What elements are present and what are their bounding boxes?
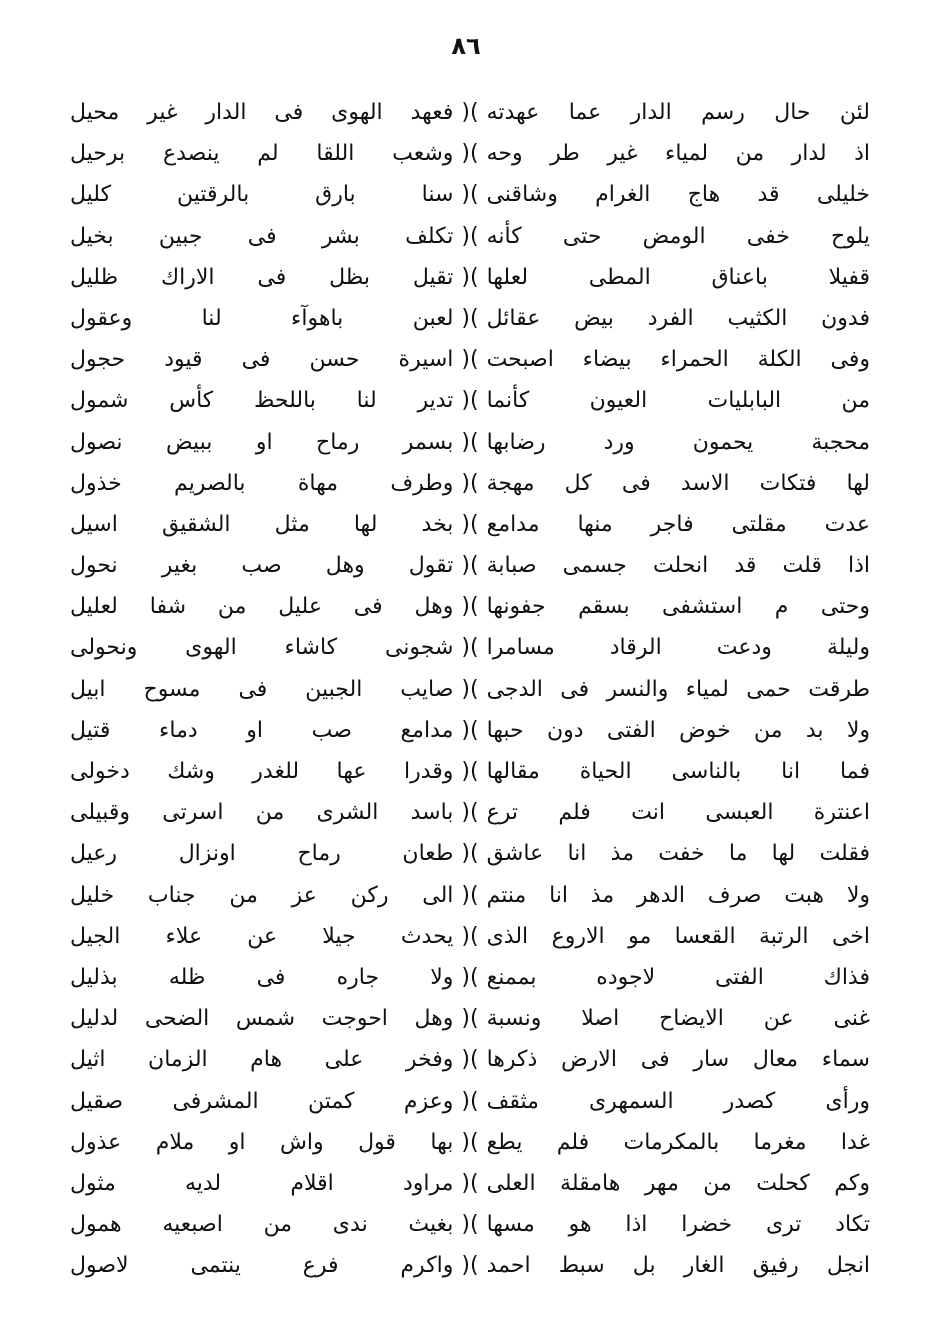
verse-line	[70, 998, 870, 1039]
second-hemistich: باسد الشرى من اسرتى وقبيلى	[69, 800, 454, 826]
first-hemistich: تكاد ترى خضرا اذا هو مسها	[486, 1212, 870, 1238]
hemistich-separator: )(	[461, 923, 479, 949]
verse-line	[70, 586, 870, 627]
hemistich-separator: )(	[461, 264, 479, 290]
second-hemistich: تكلف بشر فى جبين بخيل	[69, 223, 454, 249]
second-hemistich: بغيث ندى من اصبعيه همول	[69, 1212, 454, 1238]
second-hemistich: وطرف مهاة بالصريم خذول	[69, 470, 454, 496]
verse-line	[70, 1163, 870, 1204]
second-hemistich: وفخر على هام الزمان اثيل	[69, 1047, 454, 1073]
first-hemistich: انجل رفيق الغار بل سبط احمد	[486, 1253, 870, 1279]
first-hemistich: محجبة يحمون ورد رضابها	[486, 429, 870, 455]
second-hemistich: وشعب اللقا لم ينصدع برحيل	[69, 141, 454, 167]
first-hemistich: فذاك الفتى لاجوده بممنع	[486, 964, 870, 990]
first-hemistich: ولا هبت صرف الدهر مذ انا منتم	[486, 882, 870, 908]
verse-line	[70, 216, 870, 257]
first-hemistich: وحتى م استشفى بسقم جفونها	[486, 594, 870, 620]
second-hemistich: اسيرة حسن فى قيود حجول	[69, 347, 454, 373]
first-hemistich: لئن حال رسم الدار عما عهدته	[486, 100, 870, 125]
second-hemistich: بها قول واش او ملام عذول	[69, 1129, 454, 1155]
hemistich-separator: )(	[461, 1088, 479, 1114]
verse-line	[70, 792, 870, 833]
second-hemistich: الى ركن عز من جناب خليل	[69, 882, 454, 908]
verse-line	[70, 339, 870, 380]
verse-line	[70, 1245, 870, 1286]
second-hemistich: ولا جاره فى ظله بذليل	[69, 964, 454, 990]
first-hemistich: وفى الكلة الحمراء بيضاء اصبحت	[486, 347, 870, 373]
hemistich-separator: )(	[461, 470, 479, 496]
verse-line	[70, 545, 870, 586]
verse-line	[70, 1204, 870, 1245]
first-hemistich: يلوح خفى الومض حتى كأنه	[486, 223, 870, 249]
first-hemistich: من البابليات العيون كأنما	[486, 388, 870, 414]
hemistich-separator: )(	[461, 964, 479, 990]
first-hemistich: فدون الكثيب الفرد بيض عقائل	[486, 305, 870, 331]
hemistich-separator: )(	[461, 1006, 479, 1032]
second-hemistich: تقول وهل صب بغير نحول	[69, 553, 454, 579]
second-hemistich: بسمر رماح او ببيض نصول	[69, 429, 454, 455]
first-hemistich: غدا مغرما بالمكرمات فلم يطع	[486, 1129, 870, 1155]
page-number: ٨٦	[451, 32, 481, 60]
first-hemistich: ولا بد من خوض الفتى دون حبها	[486, 717, 870, 743]
verse-line	[70, 916, 870, 957]
hemistich-separator: )(	[461, 511, 479, 537]
hemistich-separator: )(	[461, 800, 479, 826]
hemistich-separator: )(	[461, 759, 479, 784]
poem-body	[70, 92, 870, 1286]
first-hemistich: اعنترة العبسى انت فلم ترع	[486, 800, 870, 826]
verse-line	[70, 174, 870, 215]
verse-line	[70, 669, 870, 710]
hemistich-separator: )(	[461, 1212, 479, 1238]
hemistich-separator: )(	[461, 1129, 479, 1155]
first-hemistich: خليلى قد هاج الغرام وشاقنى	[486, 182, 870, 208]
second-hemistich: تقيل بظل فى الاراك ظليل	[69, 264, 454, 290]
first-hemistich: اخى الرتبة القعسا مو الاروع الذى	[486, 923, 870, 949]
hemistich-separator: )(	[461, 882, 479, 908]
verse-line	[70, 504, 870, 545]
verse-line	[70, 257, 870, 298]
hemistich-separator: )(	[461, 388, 479, 414]
hemistich-separator: )(	[461, 553, 479, 579]
first-hemistich: غنى عن الايضاح اصلا ونسبة	[486, 1006, 870, 1032]
verse-line	[70, 751, 870, 792]
first-hemistich: طرقت حمى لمياء والنسر فى الدجى	[486, 676, 870, 702]
second-hemistich: شجونى كاشاء الهوى ونحولى	[69, 635, 454, 661]
hemistich-separator: )(	[461, 1170, 479, 1196]
second-hemistich: وهل فى عليل من شفا لعليل	[69, 594, 454, 620]
verse-line	[70, 298, 870, 339]
first-hemistich: وليلة ودعت الرقاد مسامرا	[486, 635, 870, 661]
second-hemistich: طعان رماح اونزال رعيل	[69, 841, 454, 867]
verse-line	[70, 463, 870, 504]
second-hemistich: وقدرا عها للغدر وشك دخولى	[69, 759, 454, 784]
hemistich-separator: )(	[461, 100, 479, 125]
verse-line	[70, 1039, 870, 1080]
first-hemistich: وكم كحلت من مهر هامقلة العلى	[486, 1170, 870, 1196]
hemistich-separator: )(	[461, 1253, 479, 1279]
hemistich-separator: )(	[461, 1047, 479, 1073]
first-hemistich: ورأى كصدر السمهرى مثقف	[486, 1088, 870, 1114]
verse-line	[70, 92, 870, 133]
second-hemistich: مدامع صب او دماء قتيل	[69, 717, 454, 743]
first-hemistich: اذ لدار من لمياء غير طر وحه	[486, 141, 870, 167]
hemistich-separator: )(	[461, 841, 479, 867]
verse-line	[70, 422, 870, 463]
verse-line	[70, 380, 870, 421]
hemistich-separator: )(	[461, 635, 479, 661]
second-hemistich: تدير لنا باللحظ كأس شمول	[69, 388, 454, 414]
second-hemistich: وعزم كمتن المشرفى صقيل	[69, 1088, 454, 1114]
first-hemistich: فما انا بالناسى الحياة مقالها	[486, 759, 870, 784]
verse-line	[70, 833, 870, 874]
first-hemistich: سماء معال سار فى الارض ذكرها	[486, 1047, 870, 1073]
first-hemistich: عدت مقلتى فاجر منها مدامع	[486, 511, 870, 537]
hemistich-separator: )(	[461, 305, 479, 331]
verse-line	[70, 957, 870, 998]
verse-line	[70, 133, 870, 174]
second-hemistich: لعبن باهوآء لنا وعقول	[69, 305, 454, 331]
first-hemistich: فقلت لها ما خفت مذ انا عاشق	[486, 841, 870, 867]
verse-line	[70, 875, 870, 916]
second-hemistich: صايب الجبين فى مسوح ابيل	[69, 676, 454, 702]
second-hemistich: فعهد الهوى فى الدار غير محيل	[69, 100, 454, 125]
first-hemistich: اذا قلت قد انحلت جسمى صبابة	[486, 553, 870, 579]
hemistich-separator: )(	[461, 676, 479, 702]
second-hemistich: يحدث جيلا عن علاء الجيل	[69, 923, 454, 949]
hemistich-separator: )(	[461, 223, 479, 249]
verse-line	[70, 1081, 870, 1122]
hemistich-separator: )(	[461, 717, 479, 743]
hemistich-separator: )(	[461, 347, 479, 373]
verse-line	[70, 1122, 870, 1163]
first-hemistich: قفيلا باعناق المطى لعلها	[486, 264, 870, 290]
hemistich-separator: )(	[461, 182, 479, 208]
verse-line	[70, 627, 870, 668]
hemistich-separator: )(	[461, 429, 479, 455]
hemistich-separator: )(	[461, 141, 479, 167]
second-hemistich: بخد لها مثل الشقيق اسيل	[69, 511, 454, 537]
second-hemistich: مراود اقلام لديه مثول	[69, 1170, 454, 1196]
second-hemistich: واكرم فرع ينتمى لاصول	[69, 1253, 454, 1279]
first-hemistich: لها فتكات الاسد فى كل مهجة	[486, 470, 870, 496]
verse-line	[70, 710, 870, 751]
hemistich-separator: )(	[461, 594, 479, 620]
second-hemistich: وهل احوجت شمس الضحى لدليل	[69, 1006, 454, 1032]
second-hemistich: سنا بارق بالرقتين كليل	[69, 182, 454, 208]
